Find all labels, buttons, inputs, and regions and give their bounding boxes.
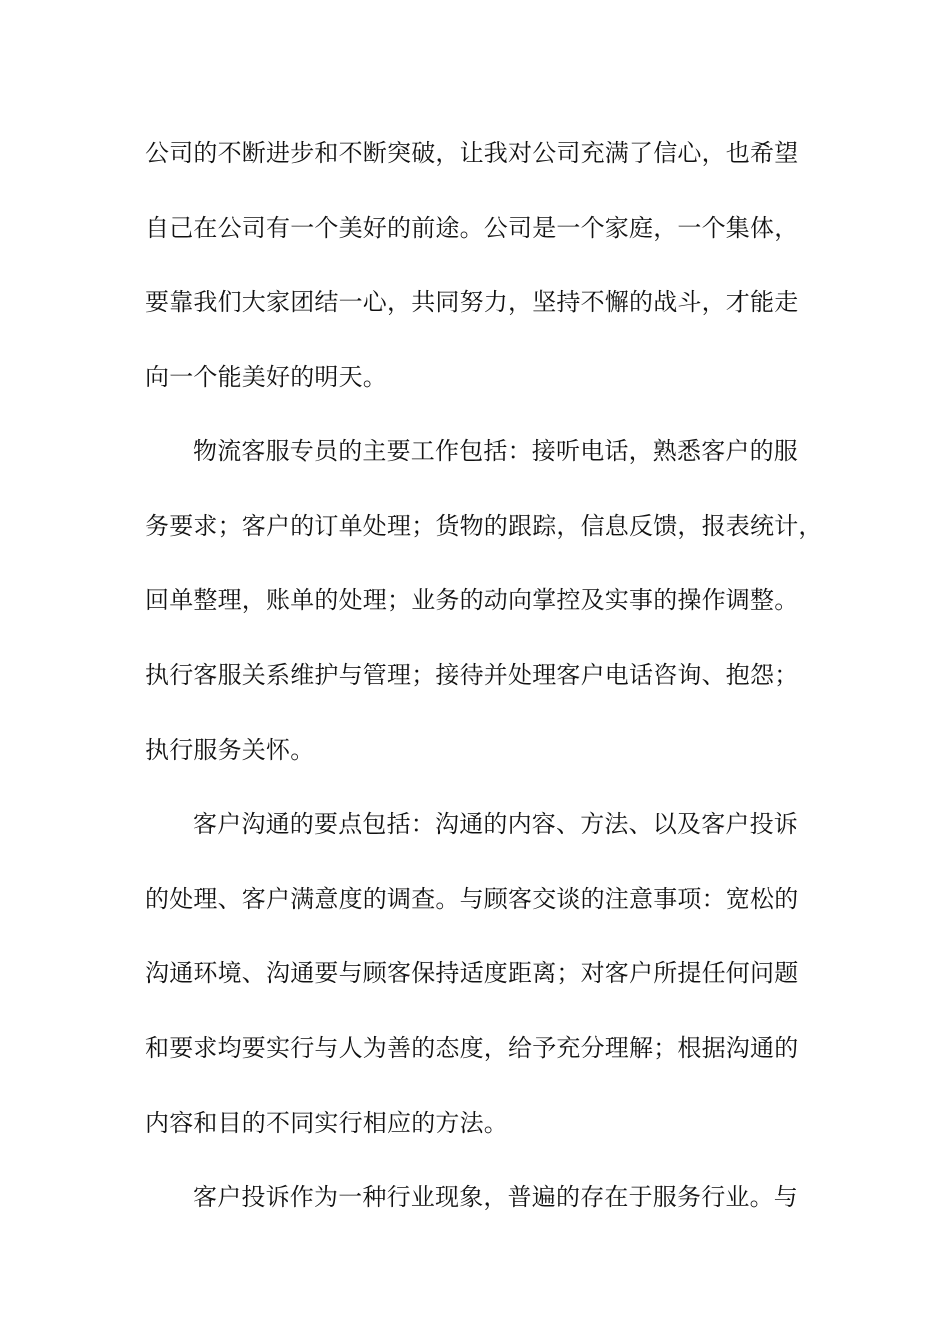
text-line: 务要求；客户的订单处理；货物的跟踪，信息反馈，报表统计， xyxy=(145,512,823,540)
text-line: 向一个能美好的明天。 xyxy=(145,363,387,391)
text-line: 内容和目的不同实行相应的方法。 xyxy=(145,1109,508,1137)
text-line: 要靠我们大家团结一心，共同努力，坚持不懈的战斗，才能走 xyxy=(145,288,799,316)
text-line: 公司的不断进步和不断突破，让我对公司充满了信心，也希望 xyxy=(145,139,799,167)
text-line: 回单整理，账单的处理；业务的动向掌控及实事的操作调整。 xyxy=(145,586,799,614)
paragraph-first-line: 物流客服专员的主要工作包括：接听电话，熟悉客户的服 xyxy=(193,437,798,465)
paragraph-first-line: 客户投诉作为一种行业现象，普遍的存在于服务行业。与 xyxy=(193,1183,798,1211)
text-line: 执行服务关怀。 xyxy=(145,736,315,764)
text-line: 和要求均要实行与人为善的态度，给予充分理解；根据沟通的 xyxy=(145,1034,799,1062)
text-line: 执行客服关系维护与管理；接待并处理客户电话咨询、抱怨； xyxy=(145,661,799,689)
text-line: 沟通环境、沟通要与顾客保持适度距离；对客户所提任何问题 xyxy=(145,959,799,987)
paragraph-first-line: 客户沟通的要点包括：沟通的内容、方法、以及客户投诉 xyxy=(193,810,798,838)
text-line: 自己在公司有一个美好的前途。公司是一个家庭，一个集体， xyxy=(145,214,799,242)
text-line: 的处理、客户满意度的调查。与顾客交谈的注意事项：宽松的 xyxy=(145,885,799,913)
